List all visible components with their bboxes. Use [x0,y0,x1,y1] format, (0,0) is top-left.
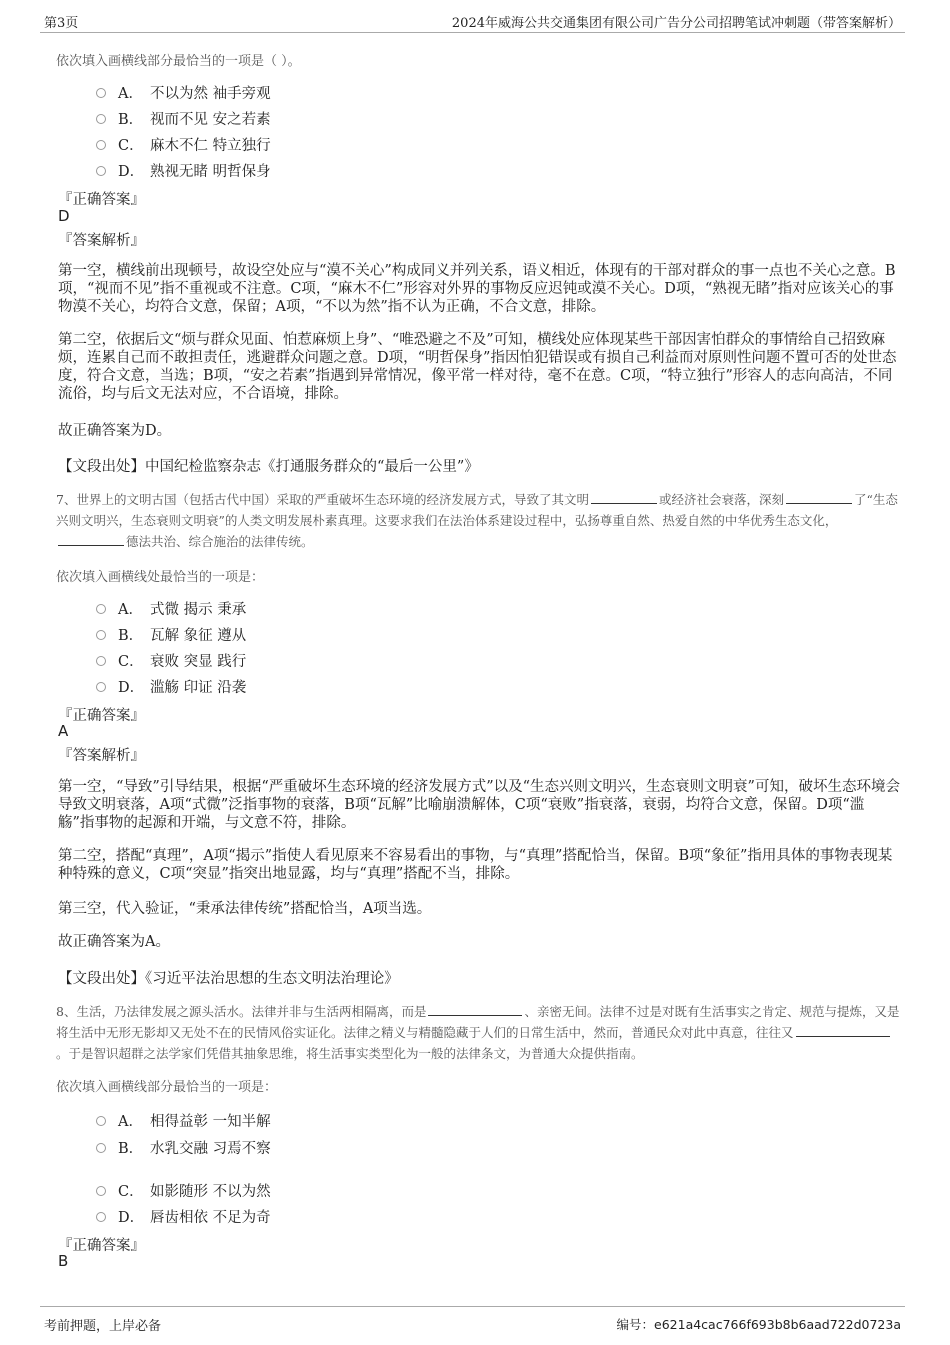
radio-icon[interactable] [96,1186,106,1196]
radio-icon[interactable] [96,1212,106,1222]
q7-text: 7、世界上的文明古国（包括古代中国）采取的严重破坏生态环境的经济发展方式，导致了其文明 或经济社会衰落，深刻 了“生态兴则文明兴，生态衰则文明衰”的人类文明发展朴素真理。这要求我们在法治体系建设过程中，弘扬尊重自然、热爱自然的中华优秀生态文化，德法共治、综合施治的法律传统。 [56,492,898,549]
page-number: 第3页 [44,16,79,31]
radio-icon[interactable] [96,114,106,124]
q7-answer: A [58,722,69,740]
q7-analysis-para-2: 第二空，搭配“真理”，A项“揭示”指使人看见原来不容易看出的事物，与“真理”搭配恰当，保留。B项“象征”指用具体的事物表现某种特殊的意义，C项“突显”指突出地显露，均与“真理”搭配不当，排除。 [58,848,893,882]
radio-icon[interactable] [96,166,106,176]
q7-prompt: 依次填入画横线处最恰当的一项是： [56,570,265,585]
q7-source: 【文段出处】《习近平法治思想的生态文明法治理论》 [58,971,399,987]
document-title: 2024年威海公共交通集团有限公司广告分公司招聘笔试冲刺题（带答案解析） [451,16,901,31]
q8-answer-label: 『正确答案』 [58,1238,145,1254]
radio-icon[interactable] [96,88,106,98]
q8-option-b[interactable]: B． 水乳交融 习焉不察 [96,1137,271,1157]
radio-icon[interactable] [96,1143,106,1153]
q6-prompt: 依次填入画横线部分最恰当的一项是（ ）。 [56,54,301,69]
q8-blank-1 [428,1003,522,1016]
q6-analysis-para-3: 故正确答案为D。 [58,423,172,439]
q7-option-a[interactable]: A． 式微 揭示 秉承 [96,598,246,618]
q7-answer-label: 『正确答案』 [58,708,145,724]
q7-analysis-para-1: 第一空，“导致”引导结果，根据“严重破坏生态环境的经济发展方式”以及“生态兴则文明兴，生态衰则文明衰”可知，破坏生态环境会导致文明衰落，A项“式微”泛指事物的衰落，B项“瓦解”比喻崩溃解体，C项“衰败”指衰落，衰弱，均符合文意，保留。D项“滥觞”指事物的起源和开端，与文意不符，排除。 [58,779,900,831]
q7-analysis-label: 『答案解析』 [58,748,145,764]
q7-option-d[interactable]: D． 滥觞 印证 沿袭 [96,676,246,696]
radio-icon[interactable] [96,682,106,692]
q8-option-c[interactable]: C． 如影随形 不以为然 [96,1180,271,1200]
q7-option-c[interactable]: C． 衰败 突显 践行 [96,650,246,670]
q7-analysis-para-4: 故正确答案为A。 [58,934,170,950]
q7-blank-3 [58,533,124,546]
radio-icon[interactable] [96,656,106,666]
q8-answer: B [58,1252,69,1270]
document-code: 编号：e621a4cac766f693b8b6aad722d0723a [616,1317,901,1332]
q7-option-b[interactable]: B． 瓦解 象征 遵从 [96,624,246,644]
page-header [40,8,905,33]
q6-option-b[interactable]: B． 视而不见 安之若素 [96,108,271,128]
page-footer [40,1306,905,1337]
radio-icon[interactable] [96,630,106,640]
q8-text: 8、生活，乃法律发展之源头活水。法律并非与生活两相隔离，而是 、亲密无间。法律不过是对既有生活事实之肯定、规范与提炼，又是将生活中无形无影却又无处不在的民情风俗实证化。法律之精义与精髓隐藏于人们的日常生活中，然而，普通民众对此中真意，往往又。于是智识超群之法学家们凭借其抽象思维，将生活事实类型化为一般的法律条文，为普通大众提供指南。 [56,1004,900,1061]
q6-option-d[interactable]: D． 熟视无睹 明哲保身 [96,160,271,180]
q8-blank-2 [796,1024,890,1037]
footer-slogan: 考前押题，上岸必备 [44,1319,162,1334]
q6-option-a[interactable]: A． 不以为然 袖手旁观 [96,82,271,102]
q7-blank-2 [786,491,852,504]
q8-prompt: 依次填入画横线部分最恰当的一项是： [56,1080,278,1095]
q8-option-d[interactable]: D． 唇齿相依 不足为奇 [96,1206,271,1226]
radio-icon[interactable] [96,1116,106,1126]
q6-option-c[interactable]: C． 麻木不仁 特立独行 [96,134,271,154]
q8-option-a[interactable]: A． 相得益彰 一知半解 [96,1110,271,1130]
radio-icon[interactable] [96,140,106,150]
q6-answer: D [58,207,70,225]
q6-source: 【文段出处】中国纪检监察杂志《打通服务群众的“最后一公里”》 [58,459,479,475]
q7-blank-1 [591,491,657,504]
q6-answer-label: 『正确答案』 [58,192,145,208]
q6-analysis-label: 『答案解析』 [58,233,145,249]
radio-icon[interactable] [96,604,106,614]
q6-analysis-para-1: 第一空，横线前出现顿号，故设空处应与“漠不关心”构成同义并列关系，语义相近，体现有的干部对群众的事一点也不关心之意。B项，“视而不见”指不重视或不注意。C项，“麻木不仁”形容对外界的事物反应迟钝或漠不关心。D项，“熟视无睹”指对应该关心的事物漠不关心，均符合文意，保留；A项，“不以为然”指不认为正确，不合文意，排除。 [58,263,896,315]
q7-analysis-para-3: 第三空，代入验证，“秉承法律传统”搭配恰当，A项当选。 [58,901,432,917]
q6-analysis-para-2: 第二空，依据后文“烦与群众见面、怕惹麻烦上身”、“唯恐避之不及”可知，横线处应体现某些干部因害怕群众的事情给自己招致麻烦，连累自己而不敢担责任，逃避群众问题之意。D项，“明哲保身”指因怕犯错误或有损自己利益而对原则性问题不置可否的处世态度，符合文意，当选；B项，“安之若素”指遇到异常情况，像平常一样对待，毫不在意。C项，“特立独行”形容人的志向高洁，不同流俗，均与后文无法对应，不合语境，排除。 [58,332,897,402]
